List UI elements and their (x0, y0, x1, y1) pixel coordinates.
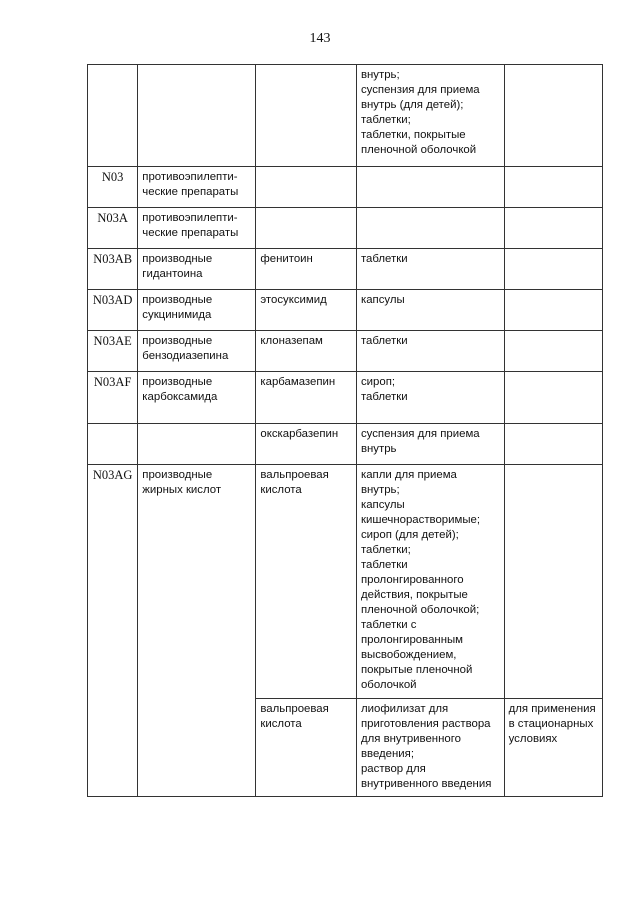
substance-cell: окскарбазепин (256, 424, 357, 465)
dosage-form-cell (356, 208, 504, 249)
group-cell (138, 65, 256, 167)
substance-cell: вальпроевая кислота (256, 699, 357, 797)
dosage-form-cell: капли для приема внутрь; капсулы кишечнорастворимые; сироп (для детей); таблетки; таблетки пролонгированного действия, покрытые пленочной оболочкой; таблетки с пролонгированным высвобождением, покрытые пленочной оболочкой (356, 465, 504, 699)
table-row (88, 167, 603, 208)
group-cell: противоэпилепти- ческие препараты (138, 167, 256, 208)
note-cell (504, 424, 602, 465)
dosage-form-cell: лиофилизат для приготовления раствора для внутривенного введения; раствор для внутривенного введения (356, 699, 504, 797)
atc-code-cell (88, 65, 138, 167)
group-cell: производные гидантоина (138, 249, 256, 290)
atc-code-cell: N03 (88, 167, 138, 208)
group-cell: производные бензодиазепина (138, 331, 256, 372)
substance-cell: вальпроевая кислота (256, 465, 357, 699)
group-cell: противоэпилепти- ческие препараты (138, 208, 256, 249)
note-cell (504, 167, 602, 208)
group-cell: производные сукцинимида (138, 290, 256, 331)
atc-code-cell: N03AG (88, 465, 138, 797)
group-cell: производные жирных кислот (138, 465, 256, 797)
substance-cell (256, 65, 357, 167)
dosage-form-cell: таблетки (356, 331, 504, 372)
table-row (88, 65, 603, 167)
table-row (88, 331, 603, 372)
page-number: 143 (309, 31, 331, 46)
atc-code-cell (88, 424, 138, 465)
drug-table (87, 64, 603, 797)
dosage-form-cell: сироп; таблетки (356, 372, 504, 424)
substance-cell: карбамазепин (256, 372, 357, 424)
atc-code-cell: N03A (88, 208, 138, 249)
substance-cell: клоназепам (256, 331, 357, 372)
note-cell (504, 208, 602, 249)
note-cell (504, 372, 602, 424)
dosage-form-cell (356, 167, 504, 208)
table-row (88, 424, 603, 465)
table-row (88, 290, 603, 331)
note-cell (504, 65, 602, 167)
dosage-form-cell: суспензия для приема внутрь (356, 424, 504, 465)
atc-code-cell: N03AE (88, 331, 138, 372)
note-cell (504, 290, 602, 331)
substance-cell: этосуксимид (256, 290, 357, 331)
atc-code-cell: N03AF (88, 372, 138, 424)
dosage-form-cell: таблетки (356, 249, 504, 290)
note-cell: для применения в стационарных условиях (504, 699, 602, 797)
substance-cell: фенитоин (256, 249, 357, 290)
note-cell (504, 465, 602, 699)
group-cell (138, 424, 256, 465)
table-row (88, 249, 603, 290)
table-row (88, 465, 603, 699)
dosage-form-cell: капсулы (356, 290, 504, 331)
substance-cell (256, 208, 357, 249)
table-row (88, 208, 603, 249)
group-cell: производные карбоксамида (138, 372, 256, 424)
note-cell (504, 331, 602, 372)
atc-code-cell: N03AB (88, 249, 138, 290)
atc-code-cell: N03AD (88, 290, 138, 331)
dosage-form-cell: внутрь; суспензия для приема внутрь (для детей); таблетки; таблетки, покрытые пленочной оболочкой (356, 65, 504, 167)
table-row (88, 372, 603, 424)
substance-cell (256, 167, 357, 208)
note-cell (504, 249, 602, 290)
